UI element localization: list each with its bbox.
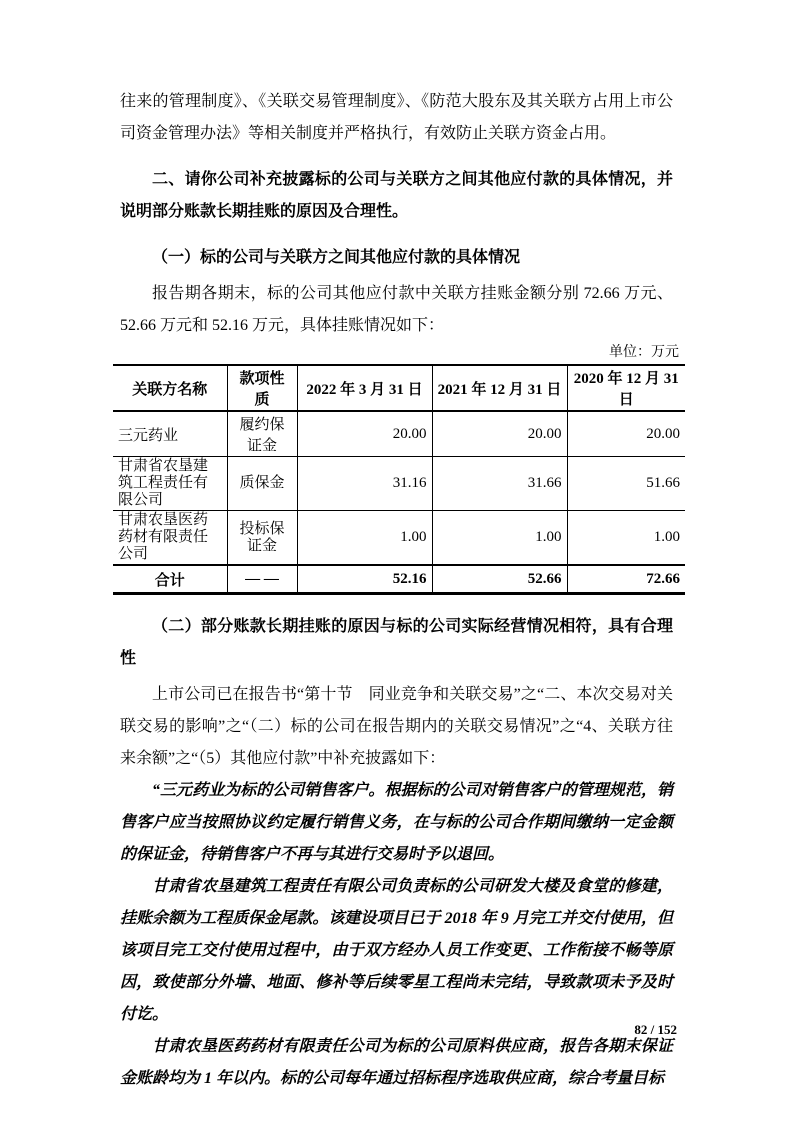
table-total-row bbox=[113, 565, 685, 594]
page-number: 82 / 152 bbox=[634, 1022, 677, 1037]
cell-value-2022: 20.00 bbox=[297, 411, 432, 457]
quote-paragraph-sanyuan: “三元药业为标的公司销售客户。根据标的公司对销售客户的管理规范，销售客户应当按照协议约定履行销售义务，在与标的公司合作期间缴纳一定金额的保证金，待销售客户不再与其进行交易时予以退回。 bbox=[120, 782, 673, 863]
table-header-row bbox=[113, 365, 685, 411]
cell-nature: 履约保证金 bbox=[227, 411, 297, 457]
quote-paragraph-jianzhu: 甘肃省农垦建筑工程责任有限公司负责标的公司研发大楼及食堂的修建，挂账余额为工程质保金尾款。该建设项目已于 2018 年 9 月完工并交付使用，但该项目完工交付使用过程中，由于双方经办人员工作变更、工作衔接不畅等原因，致使部分外墙、地面、修补等后续零星工程尚未完结，导致款项未予及时付讫。 bbox=[120, 878, 673, 1023]
table-unit-label: 单位：万元 bbox=[609, 345, 679, 360]
cell-value-2021: 1.00 bbox=[432, 511, 567, 566]
cell-value-2021: 20.00 bbox=[432, 411, 567, 457]
paragraph-disclosure: 上市公司已在报告书“第十节 同业竞争和关联交易”之“二、本次交易对关联交易的影响”之“（二）标的公司在报告期内的关联交易情况”之“4、关联方往来余额”之“（5）其他应付款”中补充披露如下： bbox=[120, 686, 673, 767]
subsection-heading-2-2: （二）部分账款长期挂账的原因与标的公司实际经营情况相符，具有合理性 bbox=[120, 618, 673, 667]
related-party-table-wrap bbox=[113, 364, 685, 595]
paragraph-continuation: 往来的管理制度》、《关联交易管理制度》、《防范大股东及其关联方占用上市公司资金管理办法》等相关制度并严格执行，有效防止关联方资金占用。 bbox=[120, 93, 673, 142]
col-header-nature: 款项性质 bbox=[227, 365, 297, 411]
cell-value-2022: 31.16 bbox=[297, 457, 432, 511]
cell-nature: 质保金 bbox=[227, 457, 297, 511]
cell-total-2020: 72.66 bbox=[567, 565, 685, 594]
page-content bbox=[118, 86, 680, 1095]
cell-party-name: 甘肃农垦医药药材有限责任公司 bbox=[113, 511, 227, 566]
cell-value-2020: 1.00 bbox=[567, 511, 685, 566]
col-header-2022-03-31: 2022 年 3 月 31 日 bbox=[297, 365, 432, 411]
col-header-2021-12-31: 2021 年 12 月 31 日 bbox=[432, 365, 567, 411]
paragraph-intro: 报告期各期末，标的公司其他应付款中关联方挂账金额分别 72.66 万元、52.66 万元和 52.16 万元，具体挂账情况如下： bbox=[120, 285, 673, 334]
table-row bbox=[113, 457, 685, 511]
cell-total-2021: 52.66 bbox=[432, 565, 567, 594]
section-heading-2: 二、请你公司补充披露标的公司与关联方之间其他应付款的具体情况，并说明部分账款长期挂账的原因及合理性。 bbox=[120, 171, 673, 220]
cell-total-label: 合计 bbox=[113, 565, 227, 594]
cell-party-name: 甘肃省农垦建筑工程责任有限公司 bbox=[113, 457, 227, 511]
col-header-related-party: 关联方名称 bbox=[113, 365, 227, 411]
related-party-payables-table bbox=[113, 364, 685, 595]
quote-paragraph-yiyao: 甘肃农垦医药药材有限责任公司为标的公司原料供应商，报告各期末保证金账龄均为 1 年以内。标的公司每年通过招标程序选取供应商，综合考量目标 bbox=[120, 1038, 673, 1087]
cell-party-name: 三元药业 bbox=[113, 411, 227, 457]
cell-nature: 投标保证金 bbox=[227, 511, 297, 566]
col-header-2020-12-31: 2020 年 12 月 31 日 bbox=[567, 365, 685, 411]
cell-value-2020: 51.66 bbox=[567, 457, 685, 511]
cell-value-2022: 1.00 bbox=[297, 511, 432, 566]
cell-total-nature: — — bbox=[227, 565, 297, 594]
cell-total-2022: 52.16 bbox=[297, 565, 432, 594]
cell-value-2020: 20.00 bbox=[567, 411, 685, 457]
cell-value-2021: 31.66 bbox=[432, 457, 567, 511]
table-row bbox=[113, 511, 685, 566]
subsection-heading-2-1: （一）标的公司与关联方之间其他应付款的具体情况 bbox=[152, 249, 521, 266]
table-row bbox=[113, 411, 685, 457]
